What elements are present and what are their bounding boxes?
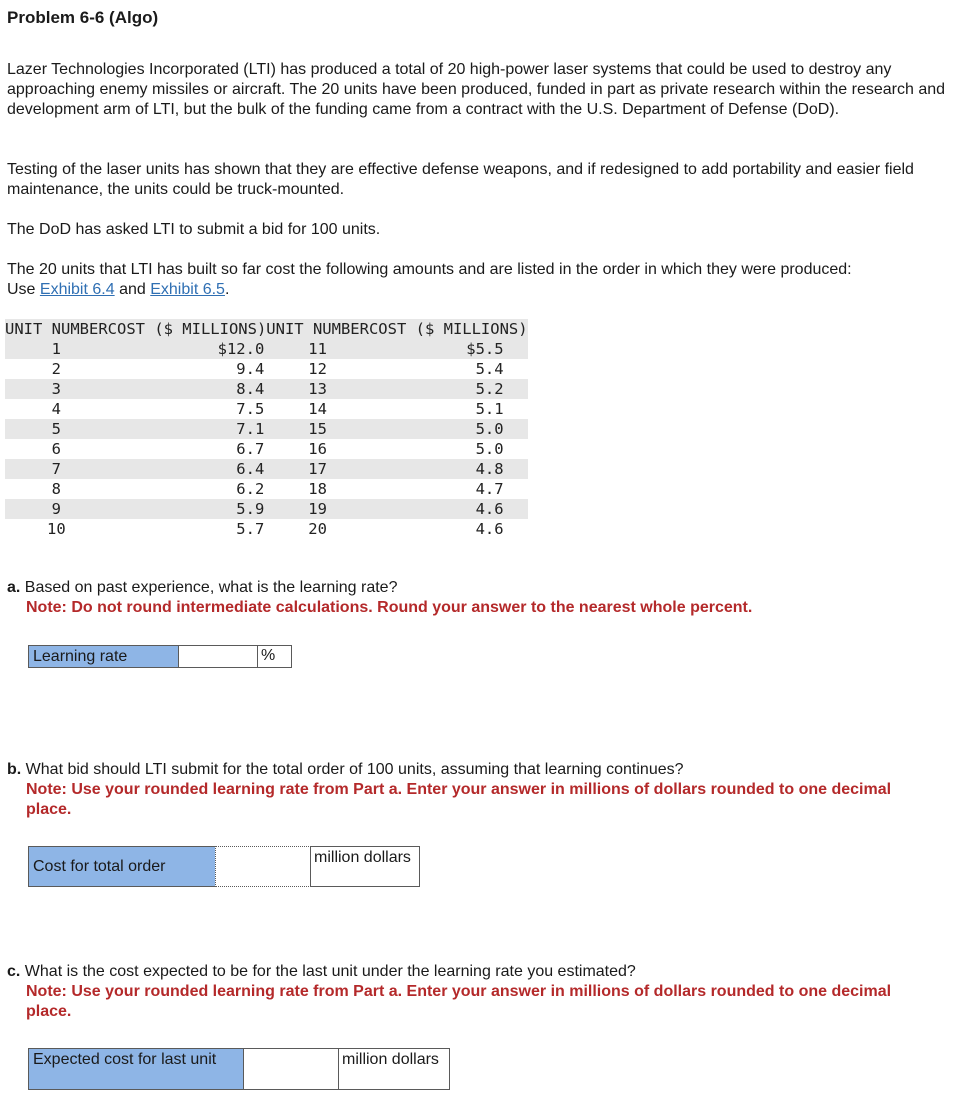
learning-rate-label: Learning rate	[28, 645, 179, 668]
unit-number-cell: 3	[5, 379, 108, 399]
table-header-row	[5, 319, 528, 339]
unit-number-cell: 16	[308, 440, 327, 458]
header-cost-2: COST ($ MILLIONS)	[368, 320, 528, 338]
part-c-letter: c.	[7, 963, 21, 980]
unit-number-cell: 11	[266, 339, 369, 359]
part-c-question	[7, 962, 957, 982]
table-row	[5, 419, 528, 439]
cost-cell: 5.4	[475, 360, 504, 378]
cost-cell: $12.0	[108, 339, 267, 359]
unit-number-cell: 6	[51, 440, 61, 458]
table-row	[5, 379, 528, 399]
table-row	[5, 339, 528, 359]
use-text: Use	[7, 281, 36, 298]
cost-total-order-input[interactable]	[215, 846, 311, 887]
intro-paragraph-3: The DoD has asked LTI to submit a bid for 100 units.	[7, 221, 381, 238]
learning-rate-input[interactable]	[178, 645, 258, 668]
part-c-note: Note: Use your rounded learning rate from Part a. Enter your answer in millions of dollars rounded to one decimal place.	[26, 983, 892, 1020]
table-row	[5, 499, 528, 519]
unit-number-cell: 1	[5, 339, 108, 359]
unit-number-cell: 17	[266, 459, 369, 479]
part-c-question-text: What is the cost expected to be for the last unit under the learning rate you estimated?	[24, 963, 636, 980]
part-a-question	[7, 578, 957, 598]
percent-unit-label: %	[257, 645, 292, 668]
cost-cell: 5.0	[475, 440, 504, 458]
unit-number-cell: 15	[266, 419, 369, 439]
table-row	[5, 359, 528, 379]
cost-cell: 4.6	[475, 520, 504, 538]
unit-number-cell: 13	[266, 379, 369, 399]
unit-number-cell: 5	[5, 419, 108, 439]
table-row	[5, 459, 528, 479]
unit-number-cell: 4	[51, 400, 61, 418]
cost-cell: 5.2	[369, 379, 528, 399]
unit-number-cell: 18	[308, 480, 327, 498]
unit-number-cell: 8	[51, 480, 61, 498]
header-unit-number-2: UNIT NUMBER	[266, 320, 369, 338]
unit-number-cell: 14	[308, 400, 327, 418]
part-a-note: Note: Do not round intermediate calculations. Round your answer to the nearest whole percent.	[26, 599, 753, 616]
unit-number-cell: 12	[308, 360, 327, 378]
header-unit-number-1: UNIT NUMBER	[5, 320, 108, 338]
exhibit-6-5-link[interactable]: Exhibit 6.5	[150, 281, 225, 298]
cost-cell: 4.6	[369, 499, 528, 519]
intro-paragraph-2: Testing of the laser units has shown that they are effective defense weapons, and if redesigned to add portability and easier field maintenance, the units could be truck-mounted.	[7, 161, 914, 198]
unit-number-cell: 10	[46, 520, 66, 538]
cost-cell: 4.8	[369, 459, 528, 479]
table-body	[5, 339, 528, 539]
intro-paragraph-4-text: The 20 units that LTI has built so far cost the following amounts and are listed in the order in which they were produced:	[7, 261, 852, 278]
part-b-question	[7, 760, 957, 780]
page-title: Problem 6-6 (Algo)	[7, 8, 159, 27]
period-text: .	[224, 281, 230, 298]
table-row	[5, 479, 528, 499]
unit-cost-table	[5, 319, 528, 539]
part-a-letter: a.	[7, 579, 21, 596]
cost-cell: 6.4	[108, 459, 267, 479]
cost-cell: 7.1	[108, 419, 267, 439]
million-dollars-unit-b: million dollars	[310, 846, 420, 887]
cost-cell: 6.2	[236, 480, 265, 498]
part-b-letter: b.	[7, 761, 22, 778]
cost-cell: 8.4	[108, 379, 267, 399]
cost-cell: 7.5	[236, 400, 265, 418]
unit-number-cell: 9	[5, 499, 108, 519]
expected-cost-last-unit-label: Expected cost for last unit	[28, 1048, 244, 1090]
header-cost-1: COST ($ MILLIONS)	[107, 320, 267, 338]
cost-total-order-label: Cost for total order	[28, 846, 216, 887]
cost-cell: 6.7	[236, 440, 265, 458]
table-row	[5, 399, 528, 419]
table-row	[5, 519, 528, 539]
cost-cell: 9.4	[236, 360, 265, 378]
million-dollars-unit-c: million dollars	[338, 1048, 450, 1090]
unit-number-cell: 7	[5, 459, 108, 479]
part-b-question-text: What bid should LTI submit for the total order of 100 units, assuming that learning continues?	[25, 761, 684, 778]
unit-number-cell: 19	[266, 499, 369, 519]
cost-cell: 5.9	[108, 499, 267, 519]
unit-number-cell: 2	[51, 360, 61, 378]
cost-cell: 5.0	[369, 419, 528, 439]
table-row	[5, 439, 528, 459]
intro-paragraph-1: Lazer Technologies Incorporated (LTI) has produced a total of 20 high-power laser systems that could be used to destroy any approaching enemy missiles or aircraft. The 20 units have been produced, funded in part as private research within the research and development arm of LTI, but the bulk of the funding came from a contract with the U.S. Department of Defense (DoD).	[7, 61, 946, 118]
exhibit-6-4-link[interactable]: Exhibit 6.4	[39, 281, 115, 298]
cost-cell: 5.7	[236, 520, 265, 538]
and-text: and	[119, 281, 146, 298]
intro-paragraph-4	[7, 260, 957, 300]
cost-cell: $5.5	[369, 339, 528, 359]
cost-cell: 4.7	[475, 480, 504, 498]
unit-number-cell: 20	[308, 520, 327, 538]
part-b-note: Note: Use your rounded learning rate from Part a. Enter your answer in millions of dollars rounded to one decimal place.	[26, 781, 892, 818]
cost-cell: 5.1	[475, 400, 504, 418]
expected-cost-last-unit-input[interactable]	[243, 1048, 339, 1090]
part-a-question-text: Based on past experience, what is the learning rate?	[24, 579, 398, 596]
